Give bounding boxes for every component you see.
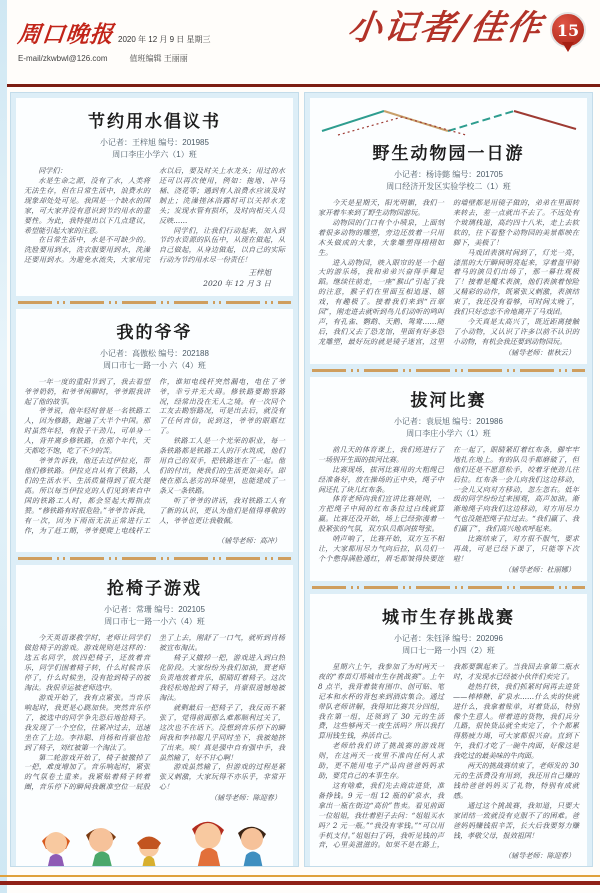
article-city-survival	[310, 594, 587, 867]
article-body	[318, 198, 579, 347]
signature-name: 王梓旭	[248, 268, 271, 278]
paragraph: 水是生命之源，没有了水，人类将无法生存，但在日常生活中，浪费水的现象却处处可见。我国是一个缺水的国家，可大家并没有意识到节约用水的重要性。为此，我特提出以下几点建议，希望能引起大家的注意。	[24, 175, 150, 235]
article-wildlife-park	[310, 98, 587, 364]
paragraph: 星期六上午，我参加了为时两天一夜的“春苗灯塔城市生存挑战赛”。上午 8 点半，我背着装有围巾、创可贴、笔记本和水杯的背包来到酒店集合。通过带队老师讲解，我得知比赛共分四组，我在第一组，还领到了 30 元的生活费，这些够两天一夜生活吗？所以我打算用钱生钱，养活自己。	[318, 661, 444, 741]
paragraph: 在日常生活中，水是不可缺少的。洗脸要用到水，洗衣服要用到水，洗澡还要用到水。为避免水流失，大家用完水以后，要及时关上水龙头；用过的水还可以再次使用，例如：拖地、冲马桶、浇花等；遇到有人浪费水应该及时制止；洗澡搓沐浴露时可以关掉水龙头；发现水管有损坏，及时向相关人员反映……	[24, 166, 285, 265]
article-body	[24, 377, 285, 536]
paragraph: 爷爷说，他年轻时曾是一名铁路工人，因为修路，跑遍了大半个中国。那时虽然年轻，有股子干劲儿，可单身一人，背井离乡修铁路，在那个年代，天天都吃不饱，吃了不少的苦。	[24, 406, 150, 456]
paper-logo: 周口晚报	[16, 21, 116, 48]
article-school: 周口市七一路一小六（4）班	[104, 617, 205, 627]
paragraph: 前几天的体育课上，我们班进行了一场别开生面的拔河比赛。	[318, 444, 444, 464]
article-body	[318, 445, 579, 564]
article-title: 城市生存挑战赛	[382, 607, 515, 627]
salutation: 同学们：	[38, 166, 67, 175]
article-byline: 小记者：朱钰泽 编号：202096	[394, 633, 503, 643]
article-school: 周口市七一路一小 六（4）班	[103, 360, 206, 370]
article-school: 周口李庄小学六（1）班	[112, 150, 197, 159]
article-body	[24, 166, 285, 265]
masthead-email: E-mail/zkwbwl@126.com	[18, 54, 108, 63]
right-column	[304, 92, 593, 867]
left-column	[10, 92, 299, 867]
paragraph: 哨声响了，比赛开始，双方互不相让，大家都用尽力气向后拉，队员们一个个憋得满脸通红，眉毛都皱得快要连在一起了，眼睛紧盯着红布条，脚牢牢地扎在地上。有的队员手都磨破了，但他们还是不愿意松手，咬着牙使劲儿往后拉。红布条一会儿向我们这边移动，一会儿又向对方移动，忽左忽右。低年级的同学纷纷过来围观，高声加油。渐渐地绳子向我们这边移动，对方用尽力气也没能把绳子拉过去。“我们赢了、我们赢了”，我们高兴地欢呼起来。	[318, 444, 579, 563]
paragraph: 爷爷告诉我，他还去过伊拉克，帮他们修铁路。伊拉克自从有了铁路，人们的生活水平、生活质量得到了很大提高。所以每当伊拉克的人们见到来自中国的铁路工人时，都会竖起大拇指点赞。“修铁路有时很危险。”爷爷告诉我，有一次，因为下雨而无法正常进行工作，为了赶工期，爷爷便爬上电线杆工作，谁知电线杆突然漏电，电住了爷爷，幸亏并无大碍。修铁路要勘察路况，经常出没在无人之境。有一次同个工友去勘察路况，可是出去后，就没有了任何音信，说到这，爷爷的眼眶红了。	[24, 376, 285, 535]
paragraph: 比赛现场，拔河比赛用的大粗绳已经准备好，放在操场的正中央，绳子中间还扎了块儿红布条。	[318, 464, 444, 494]
paragraph: 椅子又撤掉一把，游戏进入到白热化阶段。大家纷纷为我们加油，贾老师负责地放着音乐，眼睛盯着椅子。这次我轻松地抢到了椅子，肖豪很遗憾地被淘汰。	[159, 653, 285, 702]
footer-red-rule	[0, 881, 600, 885]
article-byline: 小记者：袁辰旭 编号：201986	[394, 416, 503, 426]
paragraph: 趁热打铁，我们抓紧时间再去进货——棒棒糖、矿泉水……什么卖的快就进什么，我拿着账单，对着货品，特别像个生意人。带着进的货物，我们兵分几路，很快货品就全卖完了，个个都累得筋疲力竭，可大家都很兴奋。直到下午，我们才吃了一碗牛肉面，好像这是我吃过的最美味的牛肉面。	[453, 681, 579, 761]
paragraph: 铁路工人是一个光荣的职业，每一条铁路都是铁路工人的汗水筑成，他们用自己的双手，把铁路连在了一起。他们的付出，使我们的生活更加美好。即使在那么恶劣的环境里，也能建成了一条又一条铁路。	[159, 436, 285, 495]
paragraph: 体育老师向我们宣讲比赛规则，一方把绳子中间的红布条拉过白线就算赢。比赛还没开始，场上已经弥漫着一股紧张的气氛，双方队员都剑拔弩张。	[318, 494, 444, 534]
masthead-editor: 值班编辑 王丽丽	[129, 54, 188, 63]
article-title: 野生动物园一日游	[372, 144, 525, 163]
article-water-proposal	[16, 98, 293, 296]
article-divider	[18, 301, 291, 304]
article-byline: 小记者：常珊 编号：202105	[104, 605, 205, 615]
page-edge-strip	[0, 0, 7, 893]
article-body	[24, 633, 285, 792]
paragraph: 今天真是太高兴了，既近距离接触了小动物，又认识了许多以前不认识的小动物，有机会我还要到动物园玩。	[453, 317, 579, 346]
paragraph: 两天的挑战赛结束了，老师发的 30 元的生活费没有用到，我还用自己赚的钱给爸爸妈妈买了礼物，特别有成就感。	[453, 761, 579, 800]
paragraph: 今天英语课教学时，老师让同学们做抢椅子的游戏。游戏规则是这样的：选五名同学，放四把椅子，还放着音乐，同学们围着椅子转，什么时候音乐停了，什么时候坐，没有抢到椅子的被淘汰。我很幸运被老师选中。	[24, 633, 150, 693]
article-byline: 小记者：高傲松 编号：202188	[100, 348, 209, 358]
paragraph: 老师给我们讲了挑战赛的游戏规则，在这两天一夜里不准向任何人求助，更不能用电子产品向爸爸妈妈求助，要凭自己的本事生存。	[318, 741, 444, 781]
paragraph: 今天是星期天，阳光明媚，我们一家开着车来到了野生动物园游玩。	[318, 198, 444, 217]
page-body	[0, 87, 600, 867]
paragraph: 比赛结束了，对方很不服气，要求再战，可是已经下课了，只能等下次啦！	[453, 534, 579, 563]
kid-figure	[192, 822, 224, 867]
section-title: 小记者/佳作	[344, 8, 545, 48]
paragraph: 游戏虽然输了，但游戏的过程是紧张又刺激，大家玩得不亦乐乎，非常开心！	[159, 762, 285, 792]
article-school: 周口七一路一小四（2）班	[402, 645, 495, 655]
article-title: 抢椅子游戏	[107, 579, 202, 599]
masthead-info-line	[18, 53, 210, 64]
article-divider	[312, 369, 585, 372]
zigzag-ribbon-decoration	[318, 105, 580, 137]
paragraph: 这有啥难，我们先去商店进货，准备挣钱。9 元一组 12 瓶的矿泉水，我拿出一瓶在街边“高价”售卖。看见前面一位姐姐，我壮着胆子去问：“姐姐买水吗？2 元一瓶。”“我没有零钱。”“可以用手机支付。”姐姐扫了码，我听见钱的声音，心里美滋滋的。如果不是在路上，我都要飘起来了。当我回去拿第二瓶水时，才发现水已经被小伙伴们卖完了。	[318, 661, 579, 850]
footer-orange-rule	[0, 875, 600, 877]
paragraph: 动物园的门口有个小喷泉，上面刻着很多动物的雕塑，旁边还放着一只用木头做成的大象，大象雕塑得栩栩如生。	[318, 217, 444, 257]
masthead-date: 2020 年 12 月 9 日 星期三	[118, 35, 211, 44]
children-illustration	[24, 807, 289, 867]
paragraph: 进入动物园，映入眼帘的是一个超大的游乐场，我和弟弟兴奋得手舞足蹈。继续往前走，一座“猴山”引起了我的注意，猴子们在里面互相追逐、嬉戏，有趣极了。接着我们来到“百翠园”，刚走进去就听到鸟儿们动听的鸣叫声，有孔雀、鹦鹉、天鹅、鸳鸯……随后，我们又去了恐龙馆，里面有好多恐龙雕塑，最好玩的就是镜子迷宫，这里的墙壁都是用镜子做的，弟弟在里面转来转去，差一点就出不去了。不远处有个玻璃栈道，高约四十八米，走上去软软的，往下看整个动物园的美景都映在脚下，美极了！	[318, 198, 579, 346]
masthead	[0, 0, 600, 82]
teacher-credit: （辅导老师：高冲）	[217, 536, 281, 546]
masthead-left	[18, 16, 210, 64]
article-byline: 小记者：杨诗懿 编号：201705	[394, 170, 503, 179]
article-body	[318, 662, 579, 851]
paragraph: 听了爷爷的讲话，我对铁路工人有了新的认识，更认为他们是值得尊敬的人，爷爷也更让我敬佩。	[159, 495, 285, 525]
article-musical-chairs	[16, 565, 293, 867]
kid-figure	[86, 828, 116, 867]
article-divider	[312, 586, 585, 589]
kid-figure	[238, 827, 266, 867]
kid-figure	[42, 832, 70, 867]
paragraph: 第二轮游戏开始了，椅子被撤掉了一把，难度增加了。音乐响起时，紧张的气氛卷土重来。我紧贴着椅子转着圈，音乐停下的瞬间我瞅准空位一屁股坐了上去，刚舒了一口气，就听到肖杨被宣布淘汰。	[24, 633, 285, 792]
paragraph: 一年一度的重阳节到了，我去看望爷爷奶奶，和爷爷闲聊时，爷爷跟我讲起了他的故事。	[24, 376, 150, 406]
kid-figure	[137, 837, 161, 867]
signature	[24, 267, 285, 290]
article-title: 拔河比赛	[410, 390, 487, 410]
paragraph: 就剩最后一把椅子了，我反而不紧张了，觉得前面那么难都顺利过关了，这次也不在话下。没想到音乐停下的瞬间我和李祎聪几乎同时坐下，我被她挤了出来。唉！真是强中自有强中手，我虽然输了，好不甘心啊！	[159, 702, 285, 762]
page-number-badge: 15	[550, 12, 586, 48]
article-divider	[18, 557, 291, 560]
teacher-credit: （辅导老师：崔秋云）	[504, 347, 575, 357]
paragraph: 同学们，让我们行动起来，加入到节约水资源的队伍中，从现在做起，从自己做起，从身边做起，以自己的实际行动为节约用水尽一份责任！	[159, 225, 285, 265]
paragraph: 游戏开始了，我有点紧张。当音乐响起时，我更是心跳加快。突然音乐停了，被选中的同学争先恐后地抢椅子。我发现了一个空位，往紧冲过去，迅速坐在了上边。李祎聪、肖杨和肖豪也抢到了椅子，刘红被第一个淘汰了。	[24, 693, 150, 752]
signature-date: 2020 年 12 月 3 日	[203, 279, 271, 289]
page-footer-rules	[0, 875, 600, 885]
article-title: 我的爷爷	[116, 322, 193, 342]
masthead-right	[344, 8, 586, 48]
article-school: 周口李庄小学六（1）班	[406, 428, 491, 438]
article-byline: 小记者：王梓旭 编号：201985	[100, 138, 209, 147]
paragraph: 通过这个挑战赛，我知道，只要大家团结一致就没有克服不了的困难。爸爸妈妈赚钱很辛苦，长大后我要努力赚钱，孝敬父母，报效祖国！	[453, 800, 579, 840]
article-school: 周口经济开发区实验学校二（1）班	[386, 182, 511, 191]
paragraph: 马戏团表演时间到了，灯光一亮，漆黑的大厅瞬间明亮起来，穿着盔甲骑着马的演员们出场了，那一幕壮观极了！接着是魔术表演，他们表演着惊险又精彩的动作，既紧张又刺激，表演结束了，我还没有看够，可时间太晚了，我们只好恋恋不舍地离开了马戏团。	[453, 247, 579, 317]
teacher-credit: （辅导老师：杜丽娜）	[504, 564, 575, 574]
article-title: 节约用水倡议书	[88, 112, 221, 131]
teacher-credit: （辅导老师：陈迎春）	[210, 793, 281, 803]
article-tug-of-war	[310, 377, 587, 581]
article-my-grandpa	[16, 309, 293, 553]
teacher-credit: （辅导老师：陈迎春）	[504, 851, 575, 861]
